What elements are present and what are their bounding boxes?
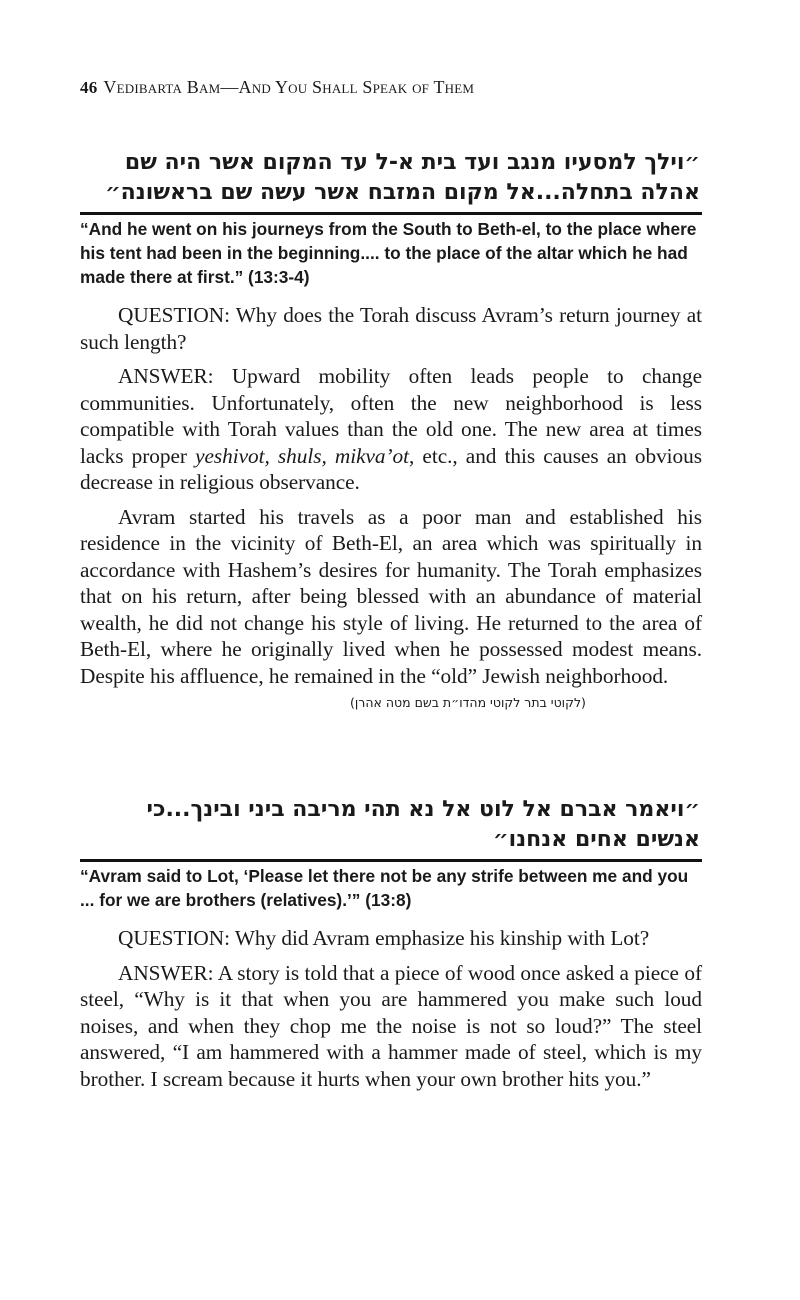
source-citation: (לקוטי בתר לקוטי מהדו״ת בשם מטה אהרן) [350, 695, 586, 710]
hebrew-verse: ״וילך למסעיו מנגב ועד בית א-ל עד המקום אשר היה שם אהלה בתחלה...אל מקום המזבח אשר עשה שם בראשונה״ [105, 150, 700, 205]
hebrew-verse: ״ויאמר אברם אל לוט אל נא תהי מריבה ביני ובינך...כי אנשים אחים אנחנו״ [146, 797, 700, 852]
running-head [80, 77, 474, 98]
section-brothers [80, 795, 702, 1092]
verse-translation: “And he went on his journeys from the South to Beth-el, to the place where his tent had been in the beginning.... to the place of the altar which he had made there at first.” (13:3-4) [80, 219, 697, 287]
question-paragraph: QUESTION: Why does the Torah discuss Avram’s return journey at such length? [80, 303, 702, 354]
page-number: 46 [80, 78, 98, 97]
answer-paragraph: ANSWER: A story is told that a piece of wood once asked a piece of steel, “Why is it that when you are hammered you make such loud noises, and when they chop me the noise is not so loud?” The steel answered, “I am hammered with a hammer made of steel, which is my brother. I scream because it hurts when your own brother hits you.” [80, 960, 702, 1091]
divider-rule [80, 859, 702, 862]
verse-translation: “Avram said to Lot, ‘Please let there not be any strife between me and you ... for we are brothers (relatives).’” (13:8) [80, 866, 689, 910]
question-paragraph: QUESTION: Why did Avram emphasize his kinship with Lot? [118, 926, 650, 950]
section-journeys [80, 148, 702, 710]
running-title: Vedibarta Bam—And You Shall Speak of Them [103, 77, 475, 97]
body-paragraph: Avram started his travels as a poor man and established his residence in the vicinity of Beth-El, an area which was spiritually in accordance with Hashem’s desires for humanity. The Torah emphasizes that on his return, after being blessed with an abundance of material wealth, he did not change his style of living. He returned to the area of Beth-El, where he originally lived when he possessed modest means. Despite his affluence, he remained in the “old” Jewish neighborhood. [80, 504, 702, 688]
answer-paragraph: ANSWER: Upward mobility often leads people to change communities. Unfortunately, often the new neighborhood is less compatible with Torah values than the old one. The new area at times lacks proper yeshivot, shuls, mikva’ot, etc., and this causes an obvious decrease in religious observance. [80, 364, 702, 494]
divider-rule [80, 212, 702, 215]
italic-terms: yeshivot, shuls, mikva’ot [195, 443, 409, 468]
